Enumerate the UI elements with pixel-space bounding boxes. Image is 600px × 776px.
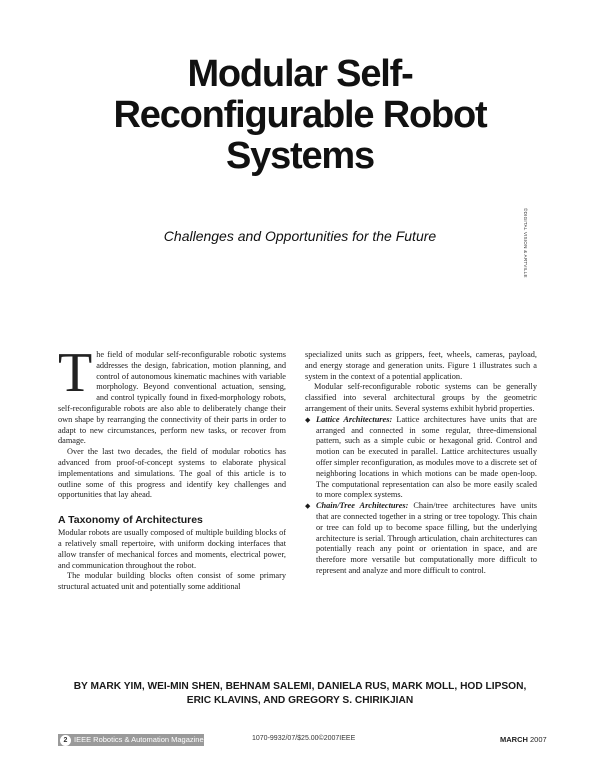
bullet-term-chain-tree: Chain/Tree Architectures:: [316, 501, 409, 511]
diamond-bullet-icon: ◆: [305, 502, 311, 511]
drop-cap: T: [58, 342, 93, 404]
title-line-1: Modular Self-: [187, 53, 413, 95]
issue-month: MARCH: [500, 735, 528, 744]
page-number: 2: [60, 735, 71, 746]
section-heading-taxonomy: A Taxonomy of Architectures: [58, 514, 203, 527]
author-line-1: BY MARK YIM, WEI-MIN SHEN, BEHNAM SALEMI, DANIELA RUS, MARK MOLL, HOD LIPSON,: [73, 681, 527, 692]
paragraph-classification: Modular self-reconfigurable robotic systems can be generally classified into several architectural groups by the geometric arrangement of their units. Several systems exhibit hybrid properties.: [305, 382, 537, 413]
footer-magazine-bar: [58, 734, 204, 746]
page-footer: [0, 734, 600, 748]
diamond-bullet-icon: ◆: [305, 415, 311, 424]
bullet-lattice: ◆ Lattice Architectures: Lattice architectures have units that are arranged and connected in some regular, three-dimensional pattern, such as a simple cubic or hexagonal grid. Control and motion can be executed in parallel. Lattice architectures usually offer simpler reconfiguration, as modules move to a discrete set of neighboring locations in which motions can be made open-loop. The computational representation can also be more easily scaled to more complex systems.: [305, 414, 537, 500]
article-subtitle: Challenges and Opportunities for the Future: [163, 228, 437, 244]
article-title: [60, 54, 540, 177]
title-line-3: Systems: [226, 135, 374, 177]
paragraph-specialized-units: specialized units such as grippers, feet, wheels, cameras, payload, and energy storage and generation units. Figure 1 illustrates such a system in the context of a potential application.: [305, 350, 537, 381]
paragraph-progress: Over the last two decades, the field of modular robotics has advanced from proof-of-concept systems to elaborate physical implementations and simulations. The goal of this article is to outline some of this progress and identify key challenges and opportunities that lay ahead.: [58, 447, 286, 500]
paragraph-building-blocks: Modular robots are usually composed of multiple building blocks of a relatively small repertoire, with uniform docking interfaces that allow transfer of mechanical forces and moments, electrical power, and communication throughout the robot.: [58, 528, 286, 570]
right-column: [305, 350, 537, 577]
title-line-2: Reconfigurable Robot: [113, 94, 487, 136]
paragraph-modular-units: The modular building blocks often consist of some primary structural actuated unit and potentially some additional: [58, 571, 286, 592]
bullet-chain-tree: ◆ Chain/Tree Architectures: Chain/tree architectures have units that are connected together in a string or tree topology. This chain or tree can fold up to become space filling, but the underlying architecture is serial. Through articulation, chain architectures can potentially reach any point or orientation in space, and are therefore more versatile but computationally more difficult to represent and analyze and more difficult to control.: [305, 501, 537, 575]
author-byline: [40, 680, 560, 708]
image-credit: ©DIGITAL VISION & ARTVILLE: [523, 208, 528, 278]
magazine-name: IEEE Robotics & Automation Magazine: [74, 735, 204, 744]
author-line-2: ERIC KLAVINS, AND GREGORY S. CHIRIKJIAN: [186, 695, 414, 706]
issue-year: 2007: [530, 735, 547, 744]
issn-copyright: 1070-9932/07/$25.00©2007IEEE: [252, 735, 356, 742]
left-column: [58, 342, 286, 593]
intro-paragraph: The field of modular self-reconfigurable robotic systems addresses the design, fabrication, motion planning, and control of autonomous kinematic machines with variable morphology. Beyond conventional actuation, sensing, and control typically found in fixed-morphology robots, self-reconfigurable robots are also able to deliberately change their own shape by rearranging the connectivity of their parts in order to adapt to new circumstances, perform new tasks, or recover from damage.: [58, 342, 286, 446]
bullet-term-lattice: Lattice Architectures:: [316, 414, 393, 424]
issue-date: [500, 735, 547, 744]
